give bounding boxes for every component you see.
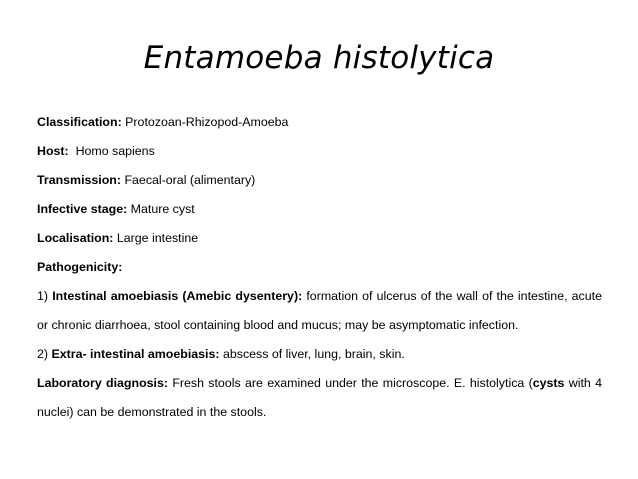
field-classification xyxy=(37,108,602,137)
lab-label: Laboratory diagnosis: xyxy=(37,376,168,390)
field-localisation xyxy=(37,224,602,253)
lab-text-1: Fresh stools are examined under the microscope. E. histolytica ( xyxy=(172,376,533,390)
item-text: formation of ulcerus of the wall of the intestine, acute or chronic diarrhoea, stool containing blood and mucus; may be asymptomatic infection. xyxy=(37,289,602,332)
lab-text-2: with 4 nuclei) can be demonstrated in the stools. xyxy=(37,376,602,419)
field-value: Faecal-oral (alimentary) xyxy=(124,173,256,187)
field-transmission xyxy=(37,166,602,195)
item-number: 1) xyxy=(37,289,49,303)
field-label: Transmission: xyxy=(37,173,122,187)
laboratory-diagnosis xyxy=(37,369,602,427)
field-label: Localisation: xyxy=(37,231,114,245)
field-infective-stage xyxy=(37,195,602,224)
field-value: Large intestine xyxy=(116,231,199,245)
field-label: Host: xyxy=(37,144,69,158)
item-heading: Intestinal amoebiasis (Amebic dysentery): xyxy=(52,289,303,303)
field-value: Protozoan-Rhizopod-Amoeba xyxy=(125,115,289,129)
field-label: Pathogenicity: xyxy=(37,260,123,274)
item-heading: Extra- intestinal amoebiasis: xyxy=(51,347,220,361)
field-pathogenicity xyxy=(37,253,602,282)
pathogenicity-item-2 xyxy=(37,340,602,369)
item-number: 2) xyxy=(37,347,49,361)
field-value: Mature cyst xyxy=(130,202,195,216)
lab-cysts: cysts xyxy=(532,376,565,390)
field-label: Classification: xyxy=(37,115,122,129)
slide-title: Entamoeba histolytica xyxy=(143,40,495,76)
field-label: Infective stage: xyxy=(37,202,128,216)
field-host xyxy=(37,137,602,166)
slide-body xyxy=(37,108,602,427)
field-value: Homo sapiens xyxy=(75,144,155,158)
item-text: abscess of liver, lung, brain, skin. xyxy=(222,347,405,361)
pathogenicity-item-1 xyxy=(37,282,602,340)
